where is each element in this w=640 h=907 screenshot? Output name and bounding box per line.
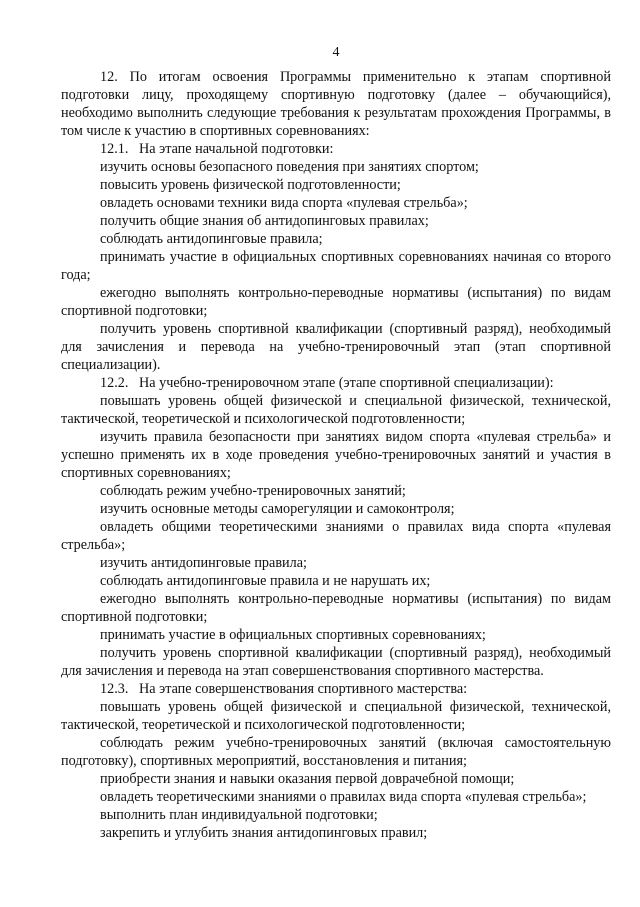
section-12-3-heading: 12.3. На этапе совершенствования спортивного мастерства: bbox=[100, 681, 468, 697]
list-item: изучить правила безопасности при занятиях видом спорта «пулевая стрельба» и успешно применять их в ходе проведения учебно-тренировочных занятий и участия в спортивных соревнованиях; bbox=[61, 429, 611, 481]
page-number: 4 bbox=[332, 45, 340, 60]
list-item: изучить основы безопасного поведения при занятиях спортом; bbox=[100, 159, 479, 175]
list-item: овладеть теоретическими знаниями о правилах вида спорта «пулевая стрельба»; bbox=[100, 789, 587, 805]
list-item: повышать уровень общей физической и специальной физической, технической, тактической, теоретической и психологической подготовленности; bbox=[61, 393, 611, 427]
list-item: соблюдать антидопинговые правила и не нарушать их; bbox=[100, 573, 431, 589]
list-item: соблюдать режим учебно-тренировочных занятий; bbox=[100, 483, 406, 499]
list-item: ежегодно выполнять контрольно-переводные нормативы (испытания) по видам спортивной подготовки; bbox=[61, 591, 611, 625]
document-body bbox=[61, 68, 611, 842]
list-item: повышать уровень общей физической и специальной физической, технической, тактической, теоретической и психологической подготовленности; bbox=[61, 699, 611, 733]
list-item: овладеть основами техники вида спорта «пулевая стрельба»; bbox=[100, 195, 468, 211]
list-item: соблюдать антидопинговые правила; bbox=[100, 231, 323, 247]
list-item: изучить антидопинговые правила; bbox=[100, 555, 307, 571]
list-item: принимать участие в официальных спортивных соревнованиях начиная со второго года; bbox=[61, 249, 611, 283]
list-item: соблюдать режим учебно-тренировочных занятий (включая самостоятельную подготовку), спортивных мероприятий, восстановления и питания; bbox=[61, 735, 611, 769]
list-item: овладеть общими теоретическими знаниями о правилах вида спорта «пулевая стрельба»; bbox=[61, 519, 611, 553]
list-item: выполнить план индивидуальной подготовки; bbox=[100, 807, 378, 823]
list-item: ежегодно выполнять контрольно-переводные нормативы (испытания) по видам спортивной подготовки; bbox=[61, 285, 611, 319]
list-item: повысить уровень физической подготовленности; bbox=[100, 177, 401, 193]
list-item: получить общие знания об антидопинговых правилах; bbox=[100, 213, 429, 229]
list-item: закрепить и углубить знания антидопинговых правил; bbox=[100, 825, 428, 841]
section-12-2-heading: 12.2. На учебно-тренировочном этапе (этапе спортивной специализации): bbox=[100, 375, 554, 391]
list-item: получить уровень спортивной квалификации (спортивный разряд), необходимый для зачисления и перевода на учебно-тренировочный этап (этап спортивной специализации). bbox=[61, 321, 611, 373]
list-item: получить уровень спортивной квалификации (спортивный разряд), необходимый для зачисления и перевода на этап совершенствования спортивного мастерства. bbox=[61, 645, 611, 679]
list-item: изучить основные методы саморегуляции и самоконтроля; bbox=[100, 501, 455, 517]
paragraph-12-intro: 12. По итогам освоения Программы применительно к этапам спортивной подготовки лицу, проходящему спортивную подготовку (далее – обучающийся), необходимо выполнить следующие требования к результатам прохождения Программы, в том числе к участию в спортивных соревнованиях: bbox=[61, 69, 611, 139]
list-item: принимать участие в официальных спортивных соревнованиях; bbox=[100, 627, 486, 643]
list-item: приобрести знания и навыки оказания первой доврачебной помощи; bbox=[100, 771, 515, 787]
section-12-1-heading: 12.1. На этапе начальной подготовки: bbox=[100, 141, 334, 157]
